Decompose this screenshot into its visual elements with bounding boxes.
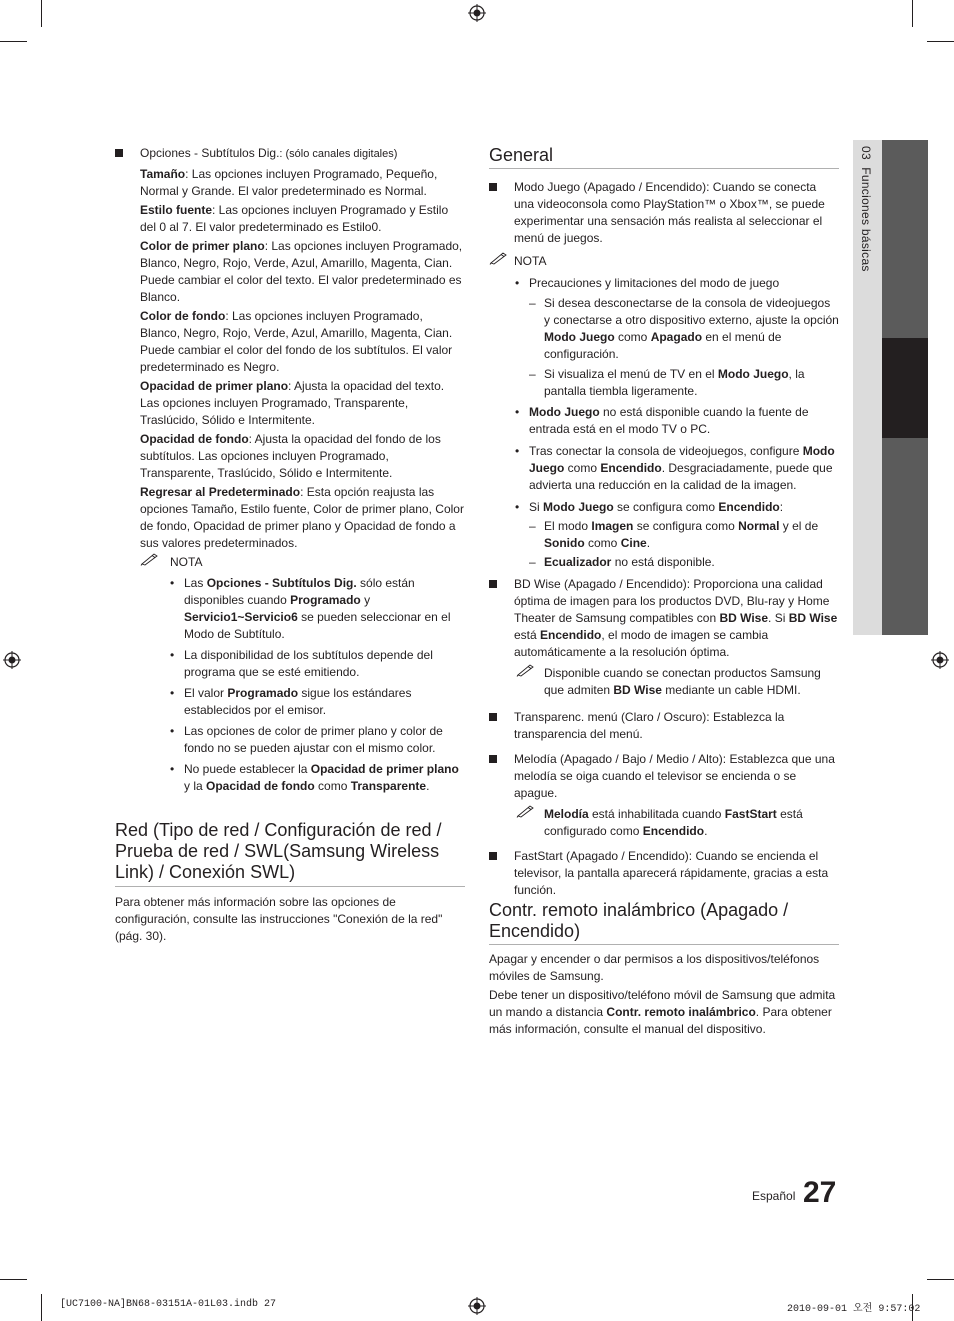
subtitles-heading: Opciones - Subtítulos Dig. — [140, 146, 280, 160]
note-header: NOTA — [140, 554, 465, 571]
note-item: • Tras conectar la consola de videojuegos, configure Modo Juego como Encendido. Desgraciadamente, puede que advierta una reducción en la calidad de la imagen. — [515, 444, 835, 492]
pencil-note-icon — [489, 251, 509, 265]
registration-mark-icon — [468, 1297, 486, 1315]
menu-transparency-option: Transparenc. menú (Claro / Oscuro): Establezca la transparencia del menú. — [489, 709, 839, 743]
registration-mark-icon — [931, 651, 949, 669]
param-background-color: Color de fondo: Las opciones incluyen Programado, Blanco, Negro, Rojo, Verde, Azul, Amarillo, Magenta, Cian. Puede cambiar el color del fondo de los subtítulos. El valor predeterminado es Negro. — [140, 309, 453, 374]
note-subitem: – El modo Imagen se configura como Normal y el de Sonido como Cine. — [529, 519, 819, 550]
registration-mark-icon — [3, 651, 21, 669]
note-item: • El valor Programado sigue los estándares establecidos por el emisor. — [170, 686, 412, 717]
file-info: [UC7100-NA]BN68-03151A-01L03.indb 27 — [60, 1299, 277, 1310]
bd-wise-option: BD Wise (Apagado / Encendido): Proporciona una calidad óptima de imagen para los productos DVD, Blu-ray y Home Theater de Samsung compatibles con BD Wise. Si BD Wise está Encendido, el modo de imagen se cambia automáticamente a la resolución óptima. — [489, 576, 839, 661]
param-background-opacity: Opacidad de fondo: Ajusta la opacidad del fondo de los subtítulos. Las opciones incluyen Programado, Transparente, Traslúcido, Sólido e Intermitente. — [140, 432, 441, 480]
crop-mark — [0, 1279, 27, 1280]
pencil-note-icon — [140, 552, 160, 566]
crop-mark — [0, 41, 27, 42]
network-title: Red (Tipo de red / Configuración de red / Prueba de red / SWL(Samsung Wireless Link) / Conexión SWL) — [115, 820, 442, 882]
pencil-note-icon — [516, 663, 536, 677]
param-foreground-color: Color de primer plano: Las opciones incluyen Programado, Blanco, Negro, Rojo, Verde, Azul, Amarillo, Magenta, Cian. Puede cambiar el color del texto. El valor predeterminado es Blanco. — [140, 239, 463, 304]
note-subitem: – Si desea desconectarse de la consola de videojuegos y conectarse a otro dispositivo externo, ajuste la opción Modo Juego como Apagado en el menú de configuración. — [529, 296, 839, 361]
left-column — [115, 145, 465, 795]
general-title: General — [489, 145, 554, 165]
note-header: NOTA — [489, 253, 839, 270]
crop-mark — [912, 0, 913, 27]
square-bullet-icon — [489, 755, 497, 763]
crop-mark — [927, 1279, 954, 1280]
remote-section — [489, 900, 839, 1038]
section-divider — [115, 886, 465, 887]
right-column — [489, 145, 839, 899]
page-number: 27 — [803, 1176, 837, 1209]
note-item: • Las opciones de color de primer plano y color de fondo no se pueden ajustar con el mismo color. — [170, 724, 443, 755]
note-item: • Precauciones y limitaciones del modo de juego — [515, 276, 780, 290]
bd-wise-note: Disponible cuando se conectan productos Samsung que admiten BD Wise mediante un cable HDMI. — [489, 665, 839, 699]
crop-mark — [41, 0, 42, 27]
param-size: Tamaño: Las opciones incluyen Programado, Pequeño, Normal y Grande. El valor predeterminado es Normal. — [140, 167, 438, 198]
square-bullet-icon — [115, 149, 123, 157]
chapter-label: 03 Funciones básicas — [859, 146, 873, 272]
param-reset: Regresar al Predeterminado: Esta opción reajusta las opciones Tamaño, Estilo fuente, Color de primer plano, Color de fondo, Opacidad de primer plano y Opacidad de fondo a sus valores predeterminados. — [140, 485, 464, 550]
note-item: • No puede establecer la Opacidad de primer plano y la Opacidad de fondo como Transparente. — [170, 762, 459, 793]
print-date: 2010-09-01 오전 9:57:02 — [787, 1304, 921, 1315]
melody-note: Melodía está inhabilitada cuando FastStart está configurado como Encendido. — [489, 806, 839, 840]
note-subitem: – Si visualiza el menú de TV en el Modo Juego, la pantalla tiembla ligeramente. — [529, 367, 805, 398]
note-item: • Modo Juego no está disponible cuando la fuente de entrada está en el modo TV o PC. — [515, 405, 809, 436]
square-bullet-icon — [489, 580, 497, 588]
param-font-style: Estilo fuente: Las opciones incluyen Programado y Estilo del 0 al 7. El valor predeterminado es Estilo0. — [140, 203, 449, 234]
chapter-tab-marker — [882, 338, 928, 438]
remote-body-1: Apagar y encender o dar permisos a los dispositivos/teléfonos móviles de Samsung. — [489, 952, 820, 983]
faststart-option: FastStart (Apagado / Encendido): Cuando se encienda el televisor, la pantalla aparecerá rápidamente, gracias a esta función. — [489, 848, 839, 899]
note-item: • Las Opciones - Subtítulos Dig. sólo están disponibles cuando Programado y Servicio1~Servicio6 se pueden seleccionar en el Modo de Subtítulo. — [170, 576, 451, 641]
remote-body-2: Debe tener un dispositivo/teléfono móvil de Samsung que admita un mando a distancia Contr. remoto inalámbrico. Para obtener más información, consulte el manual del dispositivo. — [489, 988, 836, 1036]
melody-option: Melodía (Apagado / Bajo / Medio / Alto): Establezca que una melodía se oiga cuando el televisor se encienda o se apague. — [489, 751, 839, 802]
crop-mark — [927, 41, 954, 42]
network-body: Para obtener más información sobre las opciones de configuración, consulte las instrucciones "Conexión de la red" (pág. 30). — [115, 895, 443, 943]
note-item: • La disponibilidad de los subtítulos depende del programa que se esté emitiendo. — [170, 648, 433, 679]
note-subitem: – Ecualizador no está disponible. — [529, 555, 715, 569]
network-section — [115, 820, 465, 945]
subtitles-options: Opciones - Subtítulos Dig.: (sólo canales digitales) Tamaño: Las opciones incluyen Programado, Pequeño, Normal y Grande. El valor predeterminado es Normal. Estilo fuente: Las opciones incluyen Programado y Estilo del 0 al 7. El valor predeterminado es Estilo0. Color de primer plano: Las opciones incluyen Programado, Blanco, Negro, Rojo, Verde, Azul, Amarillo, Magenta, Cian. Puede cambiar el color del texto. El valor predeterminado es Blanco. Color de fondo: Las opciones incluyen Programado, Blanco, Negro, Rojo, Verde, Azul, Amarillo, Magenta, Cian. Puede cambiar el color del fondo de los subtítulos. El valor predeterminado es Negro. Opacidad de primer plano: Ajusta la opacidad del texto. Las opciones incluyen Programado, Transparente, Traslúcido, Sólido e Intermitente. Opacidad de fondo: Ajusta la opacidad del fondo de los subtítulos. Las opciones incluyen Programado, Transparente, Traslúcido, Sólido e Intermitente. Regresar al Predeterminado: Esta opción reajusta las opciones Tamaño, Estilo fuente, Color de primer plano, Color de fondo, Opacidad de primer plano y Opacidad de fondo a sus valores predeterminados. NOTA • Las Opciones - Subtítulos Dig. sólo están disponibles cuando Programado y Servicio1~Servicio6 se pueden seleccionar en el Modo de Subtítulo. • La disponibilidad de los subtítulos depende del programa que se esté emitiendo. • El valor Programado sigue los estándares establecidos por el emisor. • Las opciones de color de primer plano y color de fondo no se pueden ajustar con el mismo color. • No puede establecer la Opacidad de primer plano y la Opacidad de fondo como Transparente. — [115, 145, 465, 795]
section-divider — [489, 168, 839, 169]
remote-title: Contr. remoto inalámbrico (Apagado / Encendido) — [489, 900, 789, 941]
crop-mark — [41, 1294, 42, 1321]
square-bullet-icon — [489, 713, 497, 721]
param-foreground-opacity: Opacidad de primer plano: Ajusta la opacidad del texto. Las opciones incluyen Programado, Transparente, Traslúcido, Sólido e Intermitente. — [140, 379, 445, 427]
note-item: • Si Modo Juego se configura como Encendido: — [515, 500, 784, 514]
pencil-note-icon — [516, 804, 536, 818]
square-bullet-icon — [489, 852, 497, 860]
section-divider — [489, 944, 839, 945]
square-bullet-icon — [489, 183, 497, 191]
registration-mark-icon — [468, 4, 486, 22]
game-mode-option: Modo Juego (Apagado / Encendido): Cuando se conecta una videoconsola como PlayStation™ o Xbox™, se puede experimentar una sensación más realista al seleccionar el menú de juegos. — [489, 179, 839, 247]
language-label: Español — [752, 1189, 796, 1203]
